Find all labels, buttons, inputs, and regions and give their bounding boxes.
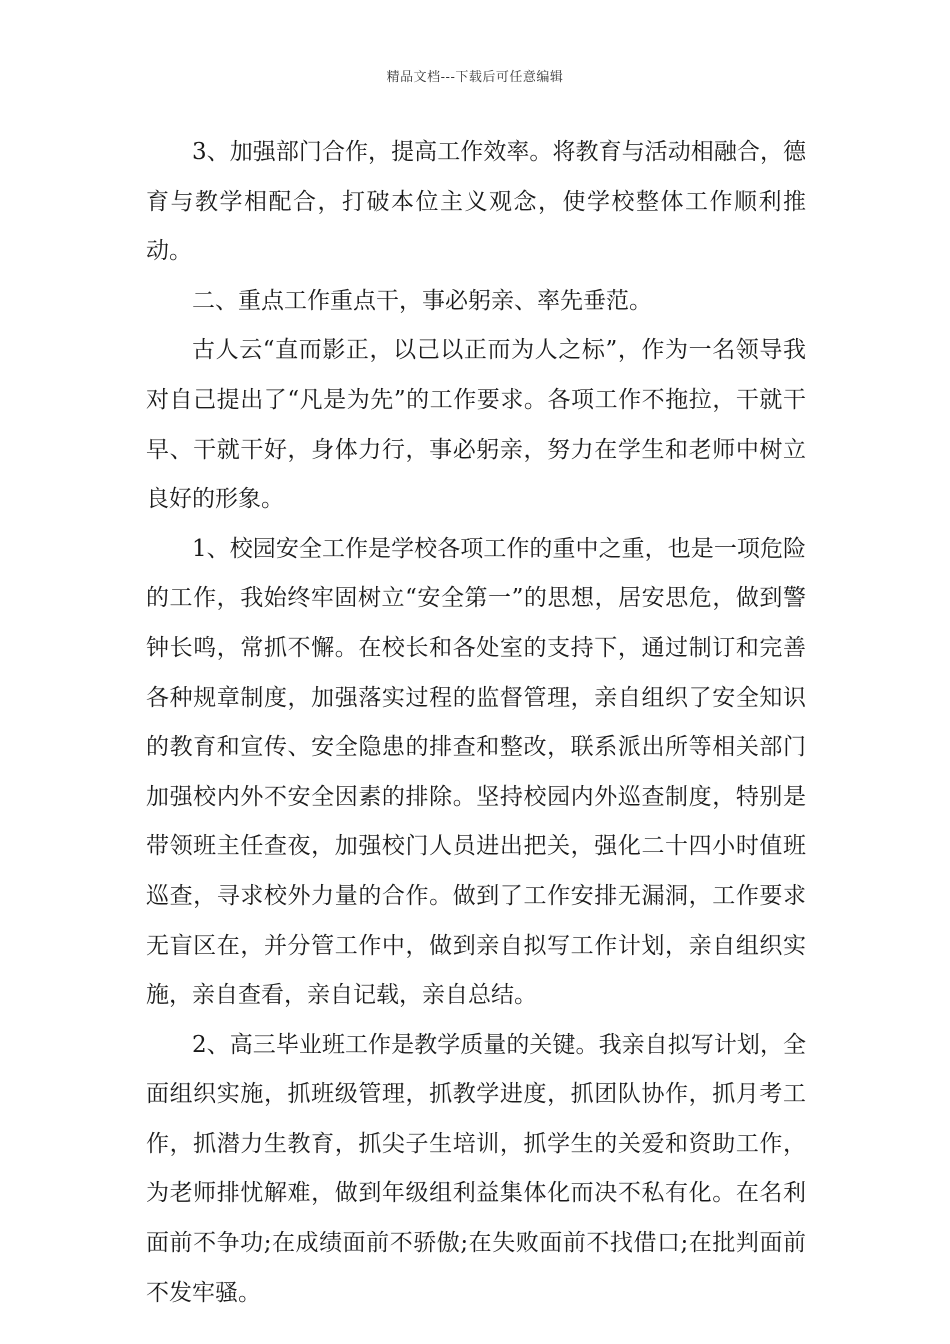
document-body bbox=[146, 128, 806, 1318]
paragraph-3: 古人云“直而影正，以己以正而为人之标”，作为一名领导我对自己提出了“凡是为先”的工作要求。各项工作不拖拉，干就干早、干就干好，身体力行，事必躬亲，努力在学生和老师中树立良好的形象。 bbox=[146, 337, 806, 513]
page-header: 精品文档---下载后可任意编辑 bbox=[386, 70, 564, 85]
paragraph-2: 二、重点工作重点干，事必躬亲、率先垂范。 bbox=[192, 287, 652, 314]
paragraph-5: 2、高三毕业班工作是教学质量的关键。我亲自拟写计划，全面组织实施，抓班级管理，抓教学进度，抓团队协作，抓月考工作，抓潜力生教育，抓尖子生培训，抓学生的关爱和资助工作，为老师排忧解难，做到年级组利益集体化而决不私有化。在名利面前不争功;在成绩面前不骄傲;在失败面前不找借口;在批判面前不发牢骚。 bbox=[146, 1031, 806, 1306]
paragraph-4: 1、校园安全工作是学校各项工作的重中之重，也是一项危险的工作，我始终牢固树立“安全第一”的思想，居安思危，做到警钟长鸣，常抓不懈。在校长和各处室的支持下，通过制订和完善各种规章制度，加强落实过程的监督管理，亲自组织了安全知识的教育和宣传、安全隐患的排查和整改，联系派出所等相关部门加强校内外不安全因素的排除。坚持校园内外巡查制度，特别是带领班主任查夜，加强校门人员进出把关，强化二十四小时值班巡查，寻求校外力量的合作。做到了工作安排无漏洞，工作要求无盲区在，并分管工作中，做到亲自拟写工作计划，亲自组织实施，亲自查看，亲自记载，亲自总结。 bbox=[146, 535, 806, 1009]
paragraph-1: 3、加强部门合作，提高工作效率。将教育与活动相融合，德育与教学相配合，打破本位主义观念，使学校整体工作顺利推动。 bbox=[146, 139, 806, 265]
